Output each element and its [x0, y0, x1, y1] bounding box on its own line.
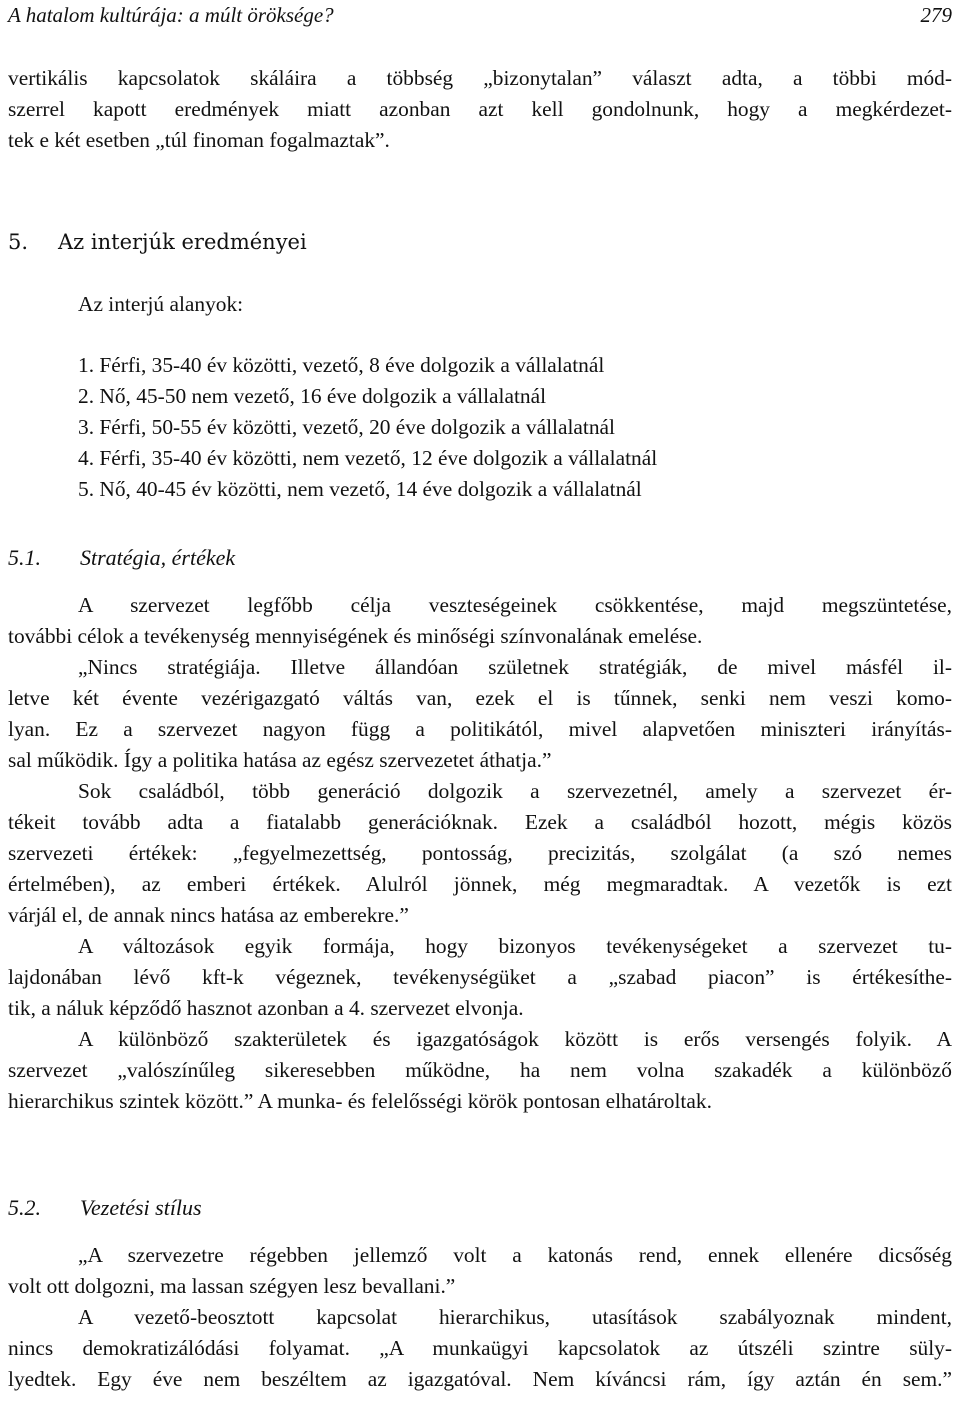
section-title: Vezetési stílus [80, 1195, 202, 1220]
text-line: „A szervezetre régebben jellemző volt a katonás rend, ennek ellenére dicsőség [78, 1243, 952, 1267]
text-line: szervezet „valószínűleg sikeresebben működne, ha nem volna szakadék a különböző [8, 1058, 952, 1082]
text-line: lajdonában lévő kft-k végeznek, tevékenységüket a „szabad piacon” is értékesíthe- [8, 965, 952, 989]
list-item: 1. Férfi, 35-40 év közötti, vezető, 8 éve dolgozik a vállalatnál [78, 353, 605, 377]
section-title: Az interjúk eredményei [58, 230, 307, 254]
section-number: 5.2. [8, 1195, 41, 1220]
subjects-label: Az interjú alanyok: [78, 292, 244, 316]
text-line: „Nincs stratégiája. Illetve állandóan születnek stratégiák, de mivel másfél il- [78, 655, 952, 679]
running-header [8, 2, 952, 28]
text-line: nincs demokratizálódási folyamat. „A munkaügyi kapcsolatok az útszéli szintre süly- [8, 1336, 952, 1360]
header-title: A hatalom kultúrája: a múlt öröksége? [8, 3, 334, 27]
text-line: hierarchikus szintek között.” A munka- és felelősségi körök pontosan elhatároltak. [8, 1089, 712, 1113]
text-line: értelmében), az emberi értékek. Alulról jönnek, még megmaradtak. A vezetők is ezt [8, 872, 952, 896]
text-line: szervezeti értékek: „fegyelmezettség, pontosság, precizitás, szolgálat (a szó nemes [8, 841, 952, 865]
text-line: tik, a náluk képződő hasznot azonban a 4. szervezet elvonja. [8, 996, 524, 1020]
subjects-label-block [8, 289, 952, 320]
text-line: A vezető-beosztott kapcsolat hierarchikus, utasítások szabályoznak mindent, [78, 1305, 952, 1329]
section-title: Stratégia, értékek [80, 545, 236, 570]
text-line: volt ott dolgozni, ma lassan szégyen lesz bevallani.” [8, 1274, 456, 1298]
subjects-list [8, 350, 952, 505]
text-line: lyedtek. Egy éve nem beszéltem az igazgatóval. Nem kíváncsi rám, így aztán én sem.” [8, 1367, 952, 1391]
section-number: 5.1. [8, 545, 41, 570]
text-line: további célok a tevékenység mennyiségének és minőségi színvonalának emelése. [8, 624, 703, 648]
text-line: A szervezet legfőbb célja veszteségeinek csökkentése, majd megszüntetése, [78, 593, 952, 617]
text-line: tékeit tovább adta a fiatalabb generációknak. Ezek a családból hozott, mégis közös [8, 810, 952, 834]
text-line: sal működik. Így a politika hatása az egész szervezetet áthatja.” [8, 748, 552, 772]
section-number: 5. [8, 230, 29, 254]
text-line: várjál el, de annak nincs hatása az emberekre.” [8, 903, 409, 927]
text-line: vertikális kapcsolatok skáláira a többség „bizonytalan” választ adta, a többi mód- [8, 66, 952, 90]
intro-paragraph [8, 63, 952, 156]
list-item: 2. Nő, 45-50 nem vezető, 16 éve dolgozik a vállalatnál [78, 384, 547, 408]
list-item: 4. Férfi, 35-40 év közötti, nem vezető, 12 éve dolgozik a vállalatnál [78, 446, 658, 470]
text-line: letve két évente vezérigazgató váltás van, ezek el is tűnnek, senki nem veszi komo- [8, 686, 952, 710]
text-line: tek e két esetben „túl finoman fogalmaztak”. [8, 128, 390, 152]
text-line: Sok családból, több generáció dolgozik a szervezetnél, amely a szervezet ér- [78, 779, 952, 803]
text-line: szerrel kapott eredmények miatt azonban azt kell gondolnunk, hogy a megkérdezet- [8, 97, 952, 121]
text-line: A változások egyik formája, hogy bizonyos tevékenységeket a szervezet tu- [78, 934, 952, 958]
section-5-2-body [8, 1240, 952, 1395]
list-item: 3. Férfi, 50-55 év közötti, vezető, 20 éve dolgozik a vállalatnál [78, 415, 615, 439]
section-5-1-body [8, 590, 952, 1117]
text-line: lyan. Ez a szervezet nagyon függ a politikától, mivel alapvetően miniszteri irányítás- [8, 717, 952, 741]
list-item: 5. Nő, 40-45 év közötti, nem vezető, 14 éve dolgozik a vállalatnál [78, 477, 642, 501]
page-number: 279 [920, 3, 952, 27]
text-line: A különböző szakterületek és igazgatóságok között is erős versengés folyik. A [78, 1027, 952, 1051]
